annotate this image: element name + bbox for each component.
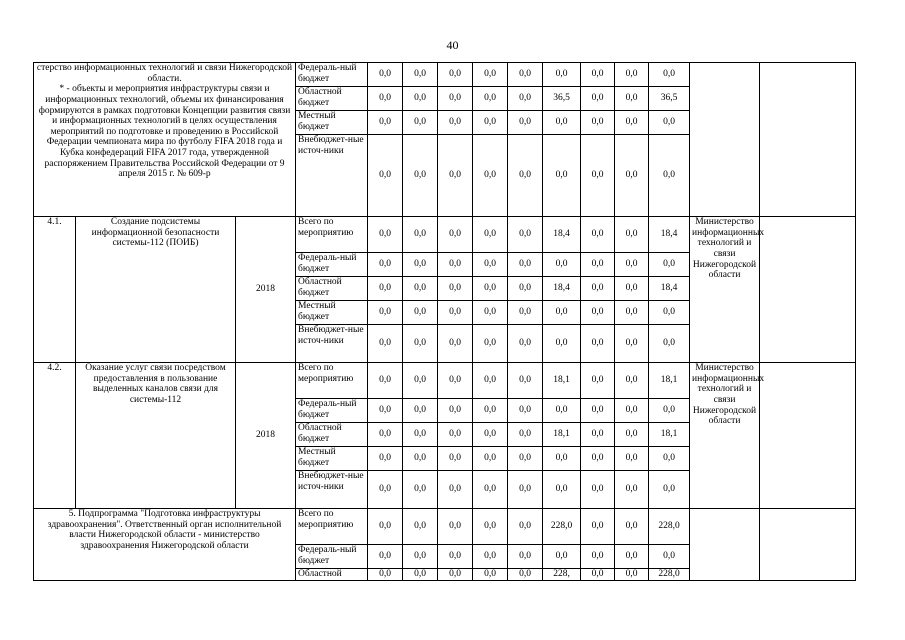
funding-source: Областной бюджет <box>296 423 368 447</box>
value-cell: 0,0 <box>438 63 473 87</box>
value-cell: 0,0 <box>438 399 473 423</box>
value-cell: 0,0 <box>473 325 508 363</box>
value-cell: 0,0 <box>438 509 473 545</box>
value-cell: 0,0 <box>368 217 403 253</box>
table-row <box>34 509 856 545</box>
value-cell: 0,0 <box>403 325 438 363</box>
value-cell: 18,1 <box>649 423 690 447</box>
value-cell: 0,0 <box>438 277 473 301</box>
value-cell: 0,0 <box>403 253 438 277</box>
budget-table-body <box>34 63 856 581</box>
item-number: 4.1. <box>34 217 76 363</box>
value-cell: 0,0 <box>508 253 543 277</box>
value-cell: 0,0 <box>403 217 438 253</box>
funding-source: Федераль-ный бюджет <box>296 545 368 569</box>
value-cell: 36,5 <box>649 87 690 111</box>
value-cell: 0,0 <box>508 111 543 135</box>
value-cell: 0,0 <box>368 111 403 135</box>
value-cell: 0,0 <box>543 325 581 363</box>
continued-description: стерство информационных технологий и связи Нижегородской области. * - объекты и мероприятия инфраструктуры связи и информационных технологий, объемы их финансирования формируются в рамках подготовки Концепции развития связи и информационных технологий в целях осуществления мероприятий по подготовке и проведению в Российской Федерации чемпионата мира по футболу FIFA 2018 года и Кубка конфедераций FIFA 2017 года, утвержденной распоряжением Правительства Российской Федерации от 9 апреля 2015 г. № 609-р <box>34 63 296 217</box>
value-cell: 0,0 <box>438 363 473 399</box>
value-cell: 0,0 <box>403 545 438 569</box>
result-cell <box>760 217 856 363</box>
value-cell: 0,0 <box>368 63 403 87</box>
value-cell: 0,0 <box>543 135 581 217</box>
value-cell: 0,0 <box>368 301 403 325</box>
item-description: Оказание услуг связи посредством предоставления в пользование выделенных каналов связи для системы-112 <box>76 363 236 509</box>
value-cell: 0,0 <box>581 471 615 509</box>
value-cell: 18,1 <box>543 423 581 447</box>
value-cell: 0,0 <box>508 325 543 363</box>
value-cell: 0,0 <box>368 87 403 111</box>
value-cell: 228,0 <box>649 569 690 581</box>
value-cell: 0,0 <box>473 301 508 325</box>
value-cell: 0,0 <box>543 111 581 135</box>
funding-source: Всего по мероприятию <box>296 217 368 253</box>
value-cell: 0,0 <box>438 471 473 509</box>
value-cell: 0,0 <box>581 545 615 569</box>
value-cell: 0,0 <box>615 135 649 217</box>
value-cell: 0,0 <box>649 545 690 569</box>
value-cell: 0,0 <box>438 87 473 111</box>
value-cell: 0,0 <box>615 301 649 325</box>
value-cell: 0,0 <box>438 325 473 363</box>
value-cell: 0,0 <box>543 399 581 423</box>
responsible-cell <box>690 63 760 217</box>
value-cell: 0,0 <box>581 277 615 301</box>
value-cell: 0,0 <box>508 545 543 569</box>
value-cell: 0,0 <box>403 471 438 509</box>
value-cell: 0,0 <box>473 363 508 399</box>
value-cell: 0,0 <box>543 63 581 87</box>
value-cell: 0,0 <box>508 569 543 581</box>
value-cell: 0,0 <box>615 569 649 581</box>
value-cell: 0,0 <box>473 277 508 301</box>
value-cell: 0,0 <box>543 545 581 569</box>
value-cell: 0,0 <box>368 545 403 569</box>
value-cell: 0,0 <box>368 423 403 447</box>
item-year: 2018 <box>236 363 296 509</box>
value-cell: 0,0 <box>649 63 690 87</box>
value-cell: 0,0 <box>615 253 649 277</box>
value-cell: 0,0 <box>581 509 615 545</box>
value-cell: 0,0 <box>368 253 403 277</box>
value-cell: 0,0 <box>543 471 581 509</box>
funding-source: Областной бюджет <box>296 87 368 111</box>
value-cell: 0,0 <box>508 217 543 253</box>
value-cell: 0,0 <box>508 447 543 471</box>
value-cell: 0,0 <box>438 111 473 135</box>
funding-source: Всего по мероприятию <box>296 363 368 399</box>
funding-source: Местный бюджет <box>296 447 368 471</box>
value-cell: 0,0 <box>508 363 543 399</box>
funding-source: Областной бюджет <box>296 277 368 301</box>
value-cell: 0,0 <box>615 277 649 301</box>
value-cell: 228,0 <box>649 509 690 545</box>
value-cell: 0,0 <box>649 253 690 277</box>
value-cell: 0,0 <box>368 509 403 545</box>
value-cell: 18,1 <box>649 363 690 399</box>
funding-source: Федераль-ный бюджет <box>296 253 368 277</box>
funding-source: Федераль-ный бюджет <box>296 399 368 423</box>
value-cell: 0,0 <box>615 363 649 399</box>
value-cell: 228,0 <box>543 509 581 545</box>
value-cell: 0,0 <box>581 111 615 135</box>
value-cell: 0,0 <box>615 509 649 545</box>
value-cell: 0,0 <box>473 87 508 111</box>
value-cell: 0,0 <box>508 399 543 423</box>
value-cell: 0,0 <box>615 545 649 569</box>
value-cell: 0,0 <box>581 135 615 217</box>
value-cell: 0,0 <box>368 471 403 509</box>
value-cell: 0,0 <box>543 301 581 325</box>
value-cell: 0,0 <box>403 509 438 545</box>
responsible-executor: Министерство информационных технологий и связи Нижегородской области <box>690 363 760 509</box>
value-cell: 0,0 <box>473 509 508 545</box>
value-cell: 0,0 <box>473 471 508 509</box>
value-cell: 0,0 <box>403 447 438 471</box>
value-cell: 0,0 <box>473 423 508 447</box>
value-cell: 0,0 <box>581 399 615 423</box>
value-cell: 0,0 <box>473 399 508 423</box>
value-cell: 0,0 <box>543 447 581 471</box>
value-cell: 0,0 <box>649 135 690 217</box>
result-cell <box>760 63 856 217</box>
value-cell: 0,0 <box>438 135 473 217</box>
value-cell: 36,5 <box>543 87 581 111</box>
value-cell: 0,0 <box>543 253 581 277</box>
table-row <box>34 217 856 253</box>
value-cell: 0,0 <box>615 325 649 363</box>
responsible-cell <box>690 509 760 581</box>
value-cell: 18,4 <box>543 217 581 253</box>
value-cell: 0,0 <box>438 217 473 253</box>
value-cell: 0,0 <box>438 253 473 277</box>
value-cell: 0,0 <box>649 447 690 471</box>
value-cell: 0,0 <box>581 301 615 325</box>
value-cell: 0,0 <box>581 253 615 277</box>
item-year: 2018 <box>236 217 296 363</box>
value-cell: 18,1 <box>543 363 581 399</box>
value-cell: 228, <box>543 569 581 581</box>
value-cell: 0,0 <box>473 447 508 471</box>
value-cell: 0,0 <box>581 325 615 363</box>
value-cell: 0,0 <box>649 301 690 325</box>
funding-source: Областной <box>296 569 368 581</box>
value-cell: 0,0 <box>508 135 543 217</box>
value-cell: 0,0 <box>403 111 438 135</box>
value-cell: 0,0 <box>615 471 649 509</box>
value-cell: 0,0 <box>508 277 543 301</box>
responsible-executor: Министерство информационных технологий и связи Нижегородской области <box>690 217 760 363</box>
funding-source: Внебюджет-ные источ-ники <box>296 325 368 363</box>
item-number: 4.2. <box>34 363 76 509</box>
value-cell: 0,0 <box>403 569 438 581</box>
value-cell: 0,0 <box>473 135 508 217</box>
value-cell: 0,0 <box>403 301 438 325</box>
value-cell: 0,0 <box>368 399 403 423</box>
value-cell: 0,0 <box>581 63 615 87</box>
funding-source: Внебюджет-ные источ-ники <box>296 135 368 217</box>
value-cell: 0,0 <box>615 447 649 471</box>
funding-source: Местный бюджет <box>296 301 368 325</box>
value-cell: 0,0 <box>438 545 473 569</box>
value-cell: 0,0 <box>615 111 649 135</box>
item-description: Создание подсистемы информационной безопасности системы-112 (ПОИБ) <box>76 217 236 363</box>
value-cell: 0,0 <box>649 325 690 363</box>
value-cell: 0,0 <box>438 301 473 325</box>
value-cell: 0,0 <box>508 63 543 87</box>
value-cell: 0,0 <box>581 423 615 447</box>
value-cell: 0,0 <box>581 569 615 581</box>
value-cell: 0,0 <box>438 447 473 471</box>
value-cell: 0,0 <box>473 217 508 253</box>
value-cell: 0,0 <box>403 63 438 87</box>
value-cell: 0,0 <box>368 569 403 581</box>
value-cell: 18,4 <box>649 217 690 253</box>
value-cell: 0,0 <box>403 277 438 301</box>
value-cell: 0,0 <box>508 301 543 325</box>
value-cell: 0,0 <box>473 111 508 135</box>
value-cell: 0,0 <box>615 63 649 87</box>
budget-table <box>33 62 856 581</box>
value-cell: 0,0 <box>403 423 438 447</box>
value-cell: 0,0 <box>473 545 508 569</box>
value-cell: 0,0 <box>403 363 438 399</box>
funding-source: Местный бюджет <box>296 111 368 135</box>
value-cell: 0,0 <box>438 423 473 447</box>
value-cell: 0,0 <box>368 447 403 471</box>
value-cell: 0,0 <box>403 135 438 217</box>
funding-source: Всего по мероприятию <box>296 509 368 545</box>
value-cell: 0,0 <box>649 471 690 509</box>
result-cell <box>760 363 856 509</box>
value-cell: 0,0 <box>581 363 615 399</box>
value-cell: 0,0 <box>473 569 508 581</box>
result-cell <box>760 509 856 581</box>
value-cell: 0,0 <box>438 569 473 581</box>
table-row <box>34 63 856 87</box>
value-cell: 18,4 <box>543 277 581 301</box>
value-cell: 0,0 <box>615 399 649 423</box>
table-row <box>34 363 856 399</box>
value-cell: 0,0 <box>508 423 543 447</box>
value-cell: 0,0 <box>581 87 615 111</box>
value-cell: 0,0 <box>473 253 508 277</box>
value-cell: 0,0 <box>368 135 403 217</box>
value-cell: 0,0 <box>368 363 403 399</box>
funding-source: Внебюджет-ные источ-ники <box>296 471 368 509</box>
value-cell: 0,0 <box>581 447 615 471</box>
value-cell: 0,0 <box>508 87 543 111</box>
value-cell: 0,0 <box>615 423 649 447</box>
value-cell: 0,0 <box>403 87 438 111</box>
value-cell: 0,0 <box>403 399 438 423</box>
value-cell: 0,0 <box>615 217 649 253</box>
subprogram-title: 5. Подпрограмма "Подготовка инфраструктуры здравоохранения". Ответственный орган исполнительной власти Нижегородской области - министерство здравоохранения Нижегородской области <box>34 509 296 581</box>
value-cell: 0,0 <box>473 63 508 87</box>
page-number: 40 <box>446 38 459 52</box>
value-cell: 0,0 <box>368 325 403 363</box>
value-cell: 18,4 <box>649 277 690 301</box>
value-cell: 0,0 <box>368 277 403 301</box>
value-cell: 0,0 <box>508 471 543 509</box>
value-cell: 0,0 <box>581 217 615 253</box>
value-cell: 0,0 <box>508 509 543 545</box>
funding-source: Федераль-ный бюджет <box>296 63 368 87</box>
value-cell: 0,0 <box>649 399 690 423</box>
value-cell: 0,0 <box>615 87 649 111</box>
value-cell: 0,0 <box>649 111 690 135</box>
